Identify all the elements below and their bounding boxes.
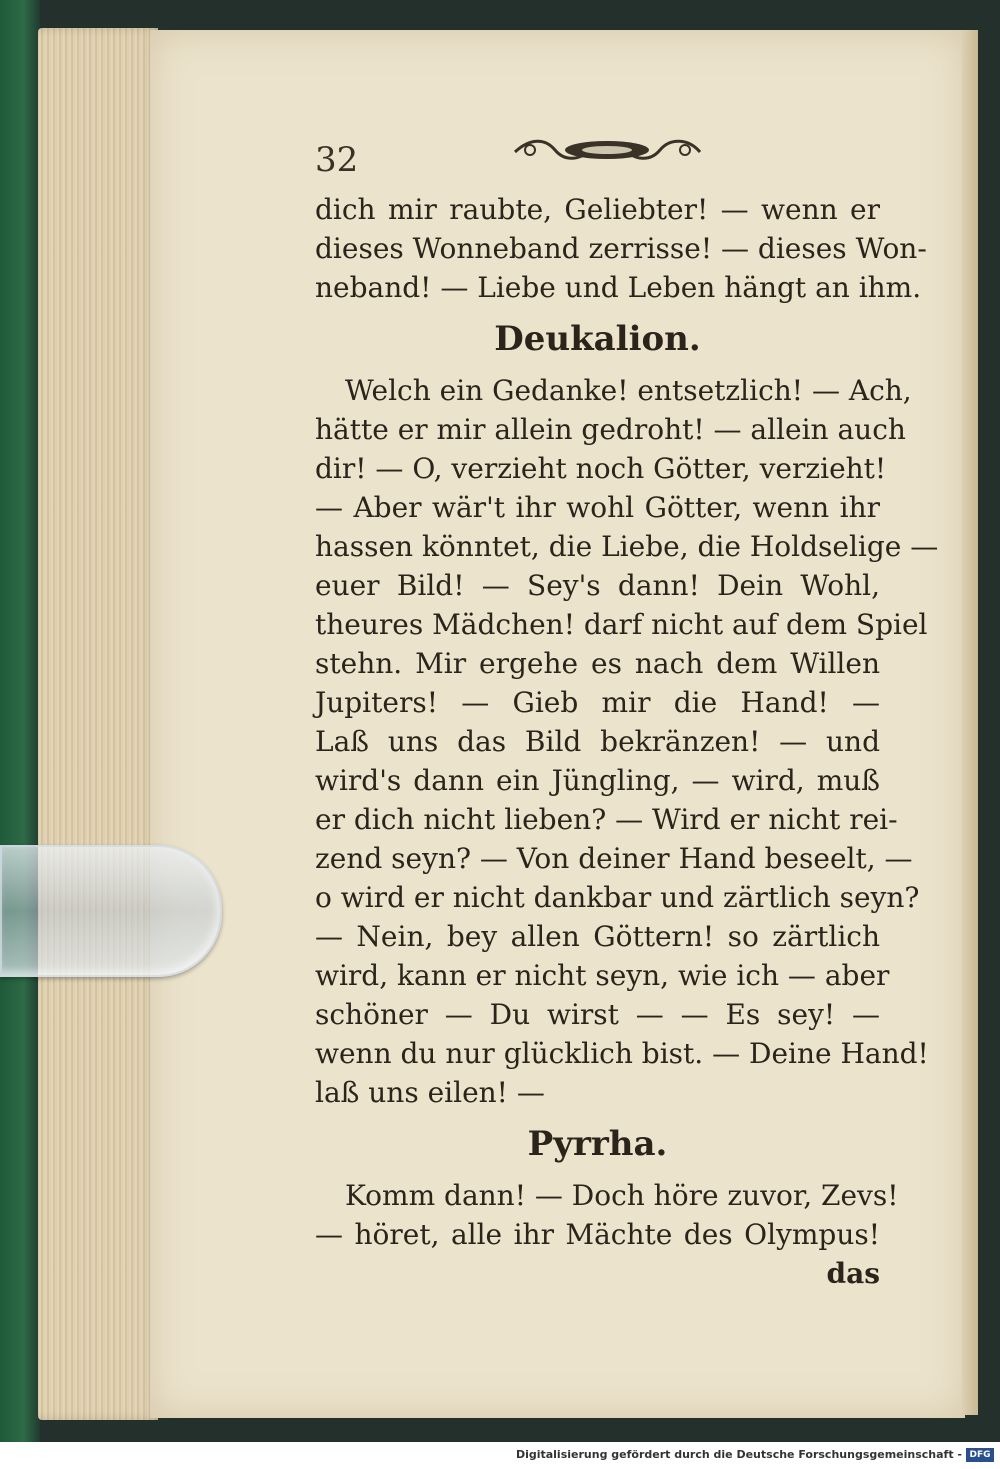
- text-line: hassen könntet, die Liebe, die Holdselige —: [315, 530, 939, 563]
- text-line: wird's dann ein Jüngling, — wird, muß: [315, 764, 880, 797]
- text-line: o wird er nicht dankbar und zärtlich seyn?: [315, 881, 920, 914]
- text-line: dir! — O, verzieht noch Götter, verzieht!: [315, 452, 887, 485]
- dfg-logo-icon: DFG: [966, 1448, 994, 1462]
- text-line: dich mir raubte, Geliebter! — wenn er: [315, 193, 880, 226]
- text-line: laß uns eilen! —: [315, 1076, 545, 1109]
- text-line: neband! — Liebe und Leben hängt an ihm.: [315, 271, 922, 304]
- ornament-icon: [510, 130, 705, 170]
- page-text: [315, 190, 939, 1293]
- text-line: stehn. Mir ergehe es nach dem Willen: [315, 647, 880, 680]
- page-number: 32: [315, 140, 359, 180]
- text-line: Laß uns das Bild bekränzen! — und: [315, 725, 880, 758]
- page-right-edge: [962, 30, 978, 1415]
- text-line: wird, kann er nicht seyn, wie ich — aber: [315, 959, 890, 992]
- text-line: — Aber wär't ihr wohl Götter, wenn ihr: [315, 491, 880, 524]
- text-line: — höret, alle ihr Mächte des Olympus!: [315, 1218, 880, 1251]
- book-cover-edge: [0, 0, 40, 1442]
- speaker-heading: Pyrrha.: [527, 1124, 668, 1164]
- text-line: — Nein, bey allen Göttern! so zärtlich: [315, 920, 880, 953]
- text-line: hätte er mir allein gedroht! — allein auch: [315, 413, 906, 446]
- text-line: dieses Wonneband zerrisse! — dieses Won-: [315, 232, 927, 265]
- text-line: wenn du nur glücklich bist. — Deine Hand!: [315, 1037, 929, 1070]
- footer-credit: Digitalisierung gefördert durch die Deutsche Forschungsgemeinschaft -: [515, 1448, 962, 1461]
- text-line: Jupiters! — Gieb mir die Hand! —: [315, 686, 880, 719]
- page-stack-edge: [38, 28, 158, 1420]
- footer-bar: [0, 1442, 1000, 1469]
- text-line: zend seyn? — Von deiner Hand beseelt, —: [315, 842, 913, 875]
- text-line: Komm dann! — Doch höre zuvor, Zevs!: [345, 1179, 899, 1212]
- text-line: theures Mädchen! darf nicht auf dem Spiel: [315, 608, 928, 641]
- catchword: das: [826, 1257, 880, 1290]
- bookmark-clip: [0, 845, 222, 977]
- text-line: er dich nicht lieben? — Wird er nicht rei-: [315, 803, 898, 836]
- text-line: euer Bild! — Sey's dann! Dein Wohl,: [315, 569, 880, 602]
- text-line: Welch ein Gedanke! entsetzlich! — Ach,: [345, 374, 912, 407]
- page-header: [165, 110, 725, 180]
- text-line: schöner — Du wirst — — Es sey! —: [315, 998, 880, 1031]
- speaker-heading: Deukalion.: [494, 319, 701, 359]
